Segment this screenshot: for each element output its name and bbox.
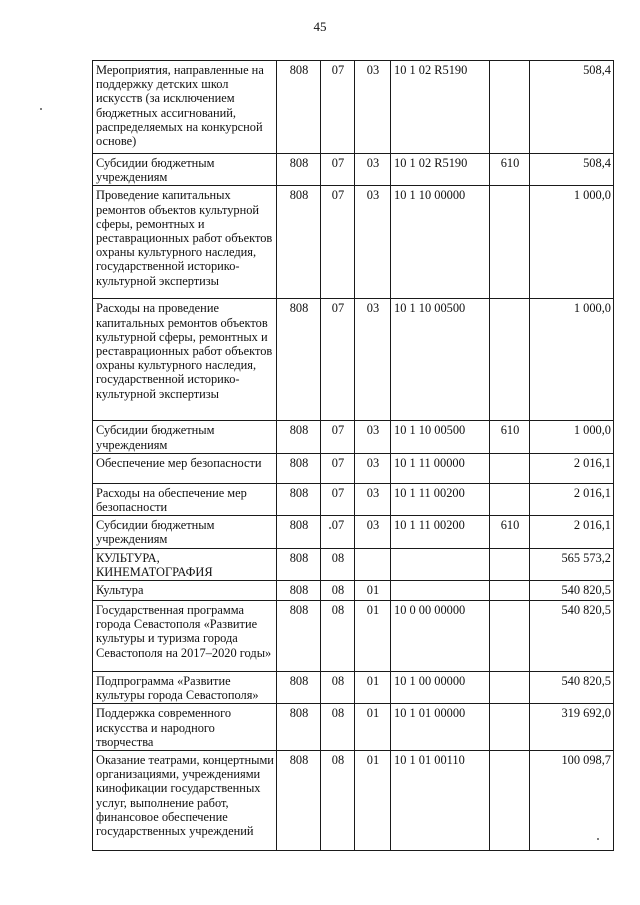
table-row [93, 581, 614, 601]
row-amount: 508,4 [530, 61, 614, 154]
table-row [93, 154, 614, 186]
row-pr: 03 [355, 516, 391, 548]
row-pr: 03 [355, 186, 391, 299]
row-vr [490, 548, 530, 580]
row-amount: 565 573,2 [530, 548, 614, 580]
row-rz: 07 [321, 299, 355, 421]
row-vr [490, 186, 530, 299]
row-gr: 808 [277, 299, 321, 421]
table-row [93, 751, 614, 851]
table-row [93, 672, 614, 704]
row-gr: 808 [277, 548, 321, 580]
row-rz: 08 [321, 704, 355, 751]
table-row [93, 421, 614, 453]
row-pr: 01 [355, 704, 391, 751]
row-name: Мероприятия, направленные на поддержку детских школ искусств (за исключением бюджетных ассигнований, распределяемых на конкурсной основе) [93, 61, 277, 154]
row-name: Субсидии бюджетным учреждениям [93, 154, 277, 186]
row-vr [490, 581, 530, 601]
row-csr: 10 0 00 00000 [391, 601, 490, 672]
row-amount: 100 098,7 [530, 751, 614, 851]
row-csr: 10 1 11 00000 [391, 453, 490, 483]
scan-speck [597, 838, 599, 840]
scan-speck [329, 527, 331, 529]
row-gr: 808 [277, 581, 321, 601]
row-rz: 08 [321, 548, 355, 580]
row-rz: 08 [321, 581, 355, 601]
row-csr: 10 1 02 R5190 [391, 61, 490, 154]
row-pr [355, 548, 391, 580]
row-name: Государственная программа города Севастополя «Развитие культуры и туризма города Севастополя на 2017–2020 годы» [93, 601, 277, 672]
row-csr: 10 1 01 00110 [391, 751, 490, 851]
row-pr: 03 [355, 453, 391, 483]
row-vr [490, 672, 530, 704]
row-gr: 808 [277, 453, 321, 483]
row-amount: 540 820,5 [530, 672, 614, 704]
table-row [93, 61, 614, 154]
row-amount: 540 820,5 [530, 601, 614, 672]
row-name: Субсидии бюджетным учреждениям [93, 516, 277, 548]
row-csr: 10 1 10 00500 [391, 421, 490, 453]
row-vr [490, 601, 530, 672]
table-row [93, 186, 614, 299]
row-csr: 10 1 00 00000 [391, 672, 490, 704]
row-csr [391, 581, 490, 601]
row-gr: 808 [277, 483, 321, 515]
row-amount: 1 000,0 [530, 186, 614, 299]
row-amount: 319 692,0 [530, 704, 614, 751]
row-pr: 03 [355, 483, 391, 515]
row-gr: 808 [277, 61, 321, 154]
row-rz: 07 [321, 154, 355, 186]
row-rz: 08 [321, 601, 355, 672]
row-amount: 1 000,0 [530, 421, 614, 453]
row-gr: 808 [277, 186, 321, 299]
row-vr [490, 704, 530, 751]
table-row [93, 483, 614, 515]
row-csr: 10 1 10 00000 [391, 186, 490, 299]
row-vr [490, 453, 530, 483]
row-name: Оказание театрами, концертными организациями, учреждениями кинофикации государственных услуг, выполнение работ, финансовое обеспечение государственных учреждений [93, 751, 277, 851]
table-row [93, 548, 614, 580]
row-csr: 10 1 11 00200 [391, 516, 490, 548]
row-vr: 610 [490, 154, 530, 186]
row-gr: 808 [277, 704, 321, 751]
row-pr: 01 [355, 672, 391, 704]
row-pr: 01 [355, 601, 391, 672]
row-pr: 03 [355, 154, 391, 186]
row-rz: 07 [321, 186, 355, 299]
row-rz: 07 [321, 453, 355, 483]
row-name: Поддержка современного искусства и народного творчества [93, 704, 277, 751]
budget-table [92, 60, 614, 851]
row-pr: 01 [355, 581, 391, 601]
row-gr: 808 [277, 516, 321, 548]
row-csr [391, 548, 490, 580]
row-csr: 10 1 11 00200 [391, 483, 490, 515]
table-row [93, 601, 614, 672]
row-name: Субсидии бюджетным учреждениям [93, 421, 277, 453]
row-gr: 808 [277, 601, 321, 672]
row-name: Расходы на обеспечение мер безопасности [93, 483, 277, 515]
row-vr [490, 483, 530, 515]
row-rz: 08 [321, 751, 355, 851]
page-number: 45 [313, 19, 327, 34]
row-amount: 1 000,0 [530, 299, 614, 421]
row-vr: 610 [490, 421, 530, 453]
row-amount: 2 016,1 [530, 483, 614, 515]
table-row [93, 453, 614, 483]
row-pr: 01 [355, 751, 391, 851]
row-pr: 03 [355, 421, 391, 453]
scan-speck [40, 108, 42, 110]
row-vr [490, 61, 530, 154]
row-name: Подпрограмма «Развитие культуры города Севастополя» [93, 672, 277, 704]
row-name: Обеспечение мер безопасности [93, 453, 277, 483]
row-gr: 808 [277, 751, 321, 851]
row-gr: 808 [277, 672, 321, 704]
row-amount: 2 016,1 [530, 453, 614, 483]
row-csr: 10 1 01 00000 [391, 704, 490, 751]
row-amount: 508,4 [530, 154, 614, 186]
row-vr: 610 [490, 516, 530, 548]
row-pr: 03 [355, 61, 391, 154]
row-name: Культура [93, 581, 277, 601]
row-rz: 07 [321, 421, 355, 453]
row-pr: 03 [355, 299, 391, 421]
row-amount: 2 016,1 [530, 516, 614, 548]
row-name: Расходы на проведение капитальных ремонтов объектов культурной сферы, ремонтных и реставрационных работ объектов охраны культурного наследия, государственной историко-культурной экспертизы [93, 299, 277, 421]
row-rz: 07 [321, 516, 355, 548]
budget-table-body [93, 61, 614, 851]
row-rz: 08 [321, 672, 355, 704]
row-vr [490, 299, 530, 421]
row-csr: 10 1 02 R5190 [391, 154, 490, 186]
row-gr: 808 [277, 154, 321, 186]
row-amount: 540 820,5 [530, 581, 614, 601]
table-row [93, 704, 614, 751]
table-row [93, 516, 614, 548]
row-name: КУЛЬТУРА, КИНЕМАТОГРАФИЯ [93, 548, 277, 580]
row-rz: 07 [321, 483, 355, 515]
row-rz: 07 [321, 61, 355, 154]
row-name: Проведение капитальных ремонтов объектов культурной сферы, ремонтных и реставрационных работ объектов охраны культурного наследия, государственной историко-культурной экспертизы [93, 186, 277, 299]
row-vr [490, 751, 530, 851]
row-gr: 808 [277, 421, 321, 453]
table-row [93, 299, 614, 421]
row-csr: 10 1 10 00500 [391, 299, 490, 421]
